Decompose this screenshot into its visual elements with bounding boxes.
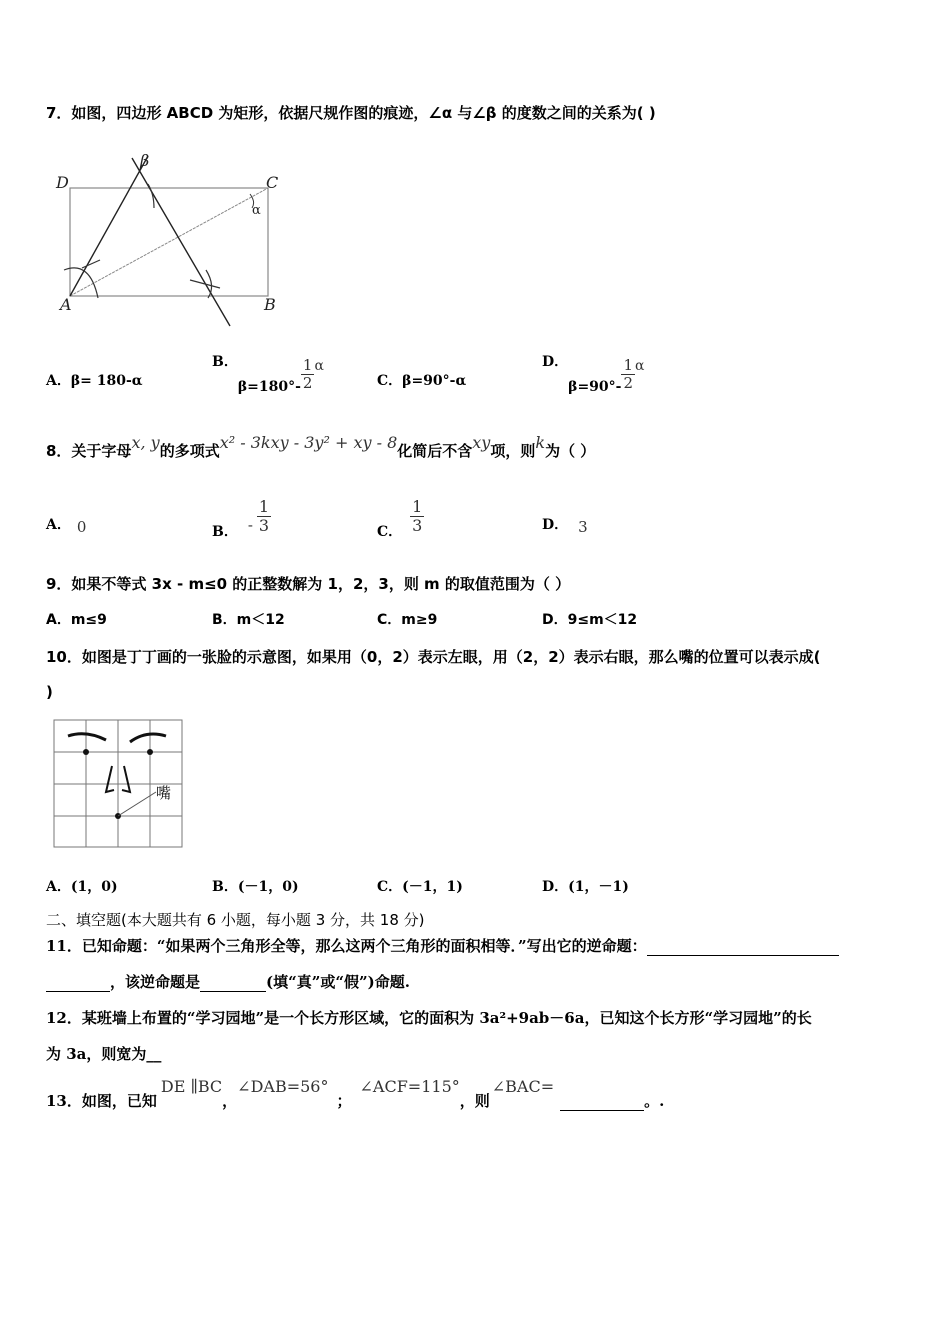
- q7-option-a[interactable]: [46, 370, 143, 390]
- option-suffix: α: [635, 358, 645, 374]
- q13-stem: [46, 1076, 665, 1110]
- left-eyebrow: [68, 734, 106, 740]
- frac-den: 2: [623, 373, 634, 392]
- q13-sep1: ，: [222, 1092, 238, 1110]
- q8-option-c[interactable]: [377, 488, 424, 541]
- option-text: m≥9: [401, 612, 438, 628]
- label-b: B: [264, 295, 276, 314]
- q8-option-a[interactable]: [46, 514, 86, 534]
- option-text: (1，－1): [568, 879, 629, 895]
- mouth-label: 嘴: [156, 784, 172, 802]
- q11-text: 11．已知命题：“如果两个三角形全等，那么这两个三角形的面积相等．”写出它的逆命题：: [46, 937, 647, 955]
- frac-num: 1: [623, 356, 634, 374]
- option-text: (－1，0): [237, 879, 299, 895]
- option-text: β=90°-α: [402, 373, 467, 389]
- label-c: C: [266, 173, 279, 192]
- option-letter: A．: [46, 612, 71, 628]
- option-letter: B．: [212, 612, 237, 628]
- option-letter: B．: [212, 354, 238, 370]
- q8-mid3: 项，则: [490, 442, 536, 460]
- option-value: 0: [76, 518, 87, 536]
- q9-option-b[interactable]: [212, 609, 285, 629]
- fraction: [621, 357, 635, 391]
- q13-blank[interactable]: [560, 1092, 644, 1111]
- label-d: D: [56, 173, 69, 192]
- q8-vars: x, y: [131, 433, 160, 452]
- q8-k: k: [535, 433, 546, 452]
- option-text: m≤9: [70, 612, 107, 628]
- fraction: [301, 357, 315, 391]
- option-letter: B．: [212, 879, 238, 895]
- right-eye: [147, 749, 153, 755]
- option-letter: B．: [212, 524, 238, 541]
- arc-mark-3: [190, 280, 220, 288]
- q9-option-a[interactable]: [46, 609, 107, 629]
- q13-suffix: 。.: [644, 1092, 665, 1110]
- option-letter: A．: [46, 373, 71, 389]
- frac-den: 3: [412, 515, 423, 535]
- nose: [106, 766, 114, 792]
- option-letter: C．: [377, 612, 402, 628]
- q8-option-b[interactable]: [212, 488, 271, 541]
- perpendicular-line: [132, 158, 230, 326]
- q7-option-b[interactable]: [212, 345, 324, 395]
- option-letter: D．: [542, 879, 569, 895]
- option-text: β= 180-α: [70, 373, 143, 389]
- option-text: 9≤m＜12: [567, 612, 638, 628]
- q10-face-grid: [52, 718, 186, 850]
- q13-cond1: DE ∥BC: [160, 1077, 223, 1096]
- q10-option-d[interactable]: [542, 876, 629, 896]
- option-text: (－1，1): [402, 879, 463, 895]
- q11-blank-2[interactable]: [200, 973, 266, 992]
- option-value: 3: [578, 518, 588, 536]
- q11-stem: [46, 935, 839, 956]
- frac-num: 1: [258, 497, 270, 516]
- option-text: β=180°-: [237, 379, 301, 395]
- option-text: β=90°-: [568, 379, 622, 395]
- q7-figure: [50, 148, 290, 330]
- q13-prefix: 13．如图，已知: [46, 1092, 157, 1110]
- option-suffix: α: [314, 358, 324, 374]
- q10-option-c[interactable]: [377, 876, 463, 896]
- q9-option-c[interactable]: [377, 609, 437, 629]
- arc-a: [64, 268, 98, 298]
- option-letter: A．: [46, 517, 71, 533]
- option-text: m＜12: [236, 612, 285, 628]
- q7-stem: 7．如图，四边形 ABCD 为矩形，依据尺规作图的痕迹，∠α 与∠β 的度数之间的关系为( ): [46, 104, 656, 122]
- option-letter: C．: [377, 524, 403, 541]
- option-text: (1，0): [70, 879, 118, 895]
- left-eye: [83, 749, 89, 755]
- frac-num: 1: [302, 356, 313, 374]
- label-a: A: [60, 295, 72, 314]
- option-letter: A．: [46, 879, 71, 895]
- arc-mark-1: [82, 260, 100, 268]
- q11-blank-1[interactable]: [647, 937, 839, 956]
- q7-option-c[interactable]: [377, 370, 466, 390]
- q10-stem: 10．如图是丁丁画的一张脸的示意图，如果用（0，2）表示左眼，用（2，2）表示右眼，那么嘴的位置可以表示成(: [46, 648, 821, 666]
- q8-suffix: 为（ ）: [545, 442, 596, 460]
- q8-mid2: 化简后不含: [397, 442, 473, 460]
- q13-ask: ∠BAC=: [491, 1077, 555, 1096]
- fraction: [257, 498, 271, 534]
- label-beta: β: [140, 151, 150, 170]
- option-sign: -: [247, 516, 253, 535]
- fraction: [410, 498, 424, 534]
- q12-stem: 12．某班墙上布置的“学习园地”是一个长方形区域，它的面积为 3a²+9ab－6a，已知这个长方形“学习园地”的长: [46, 1009, 812, 1027]
- q7-option-d[interactable]: [542, 345, 645, 395]
- q11-text2a: ，该逆命题是: [110, 973, 201, 991]
- q8-polynomial: x² - 3kxy - 3y² + xy - 8: [219, 433, 398, 452]
- section-title: 二、填空题(本大题共有 6 小题，每小题 3 分，共 18 分): [46, 911, 425, 929]
- right-eyebrow: [130, 734, 166, 742]
- frac-den: 3: [258, 515, 270, 535]
- q11-blank-1-cont[interactable]: [46, 973, 110, 992]
- q10-option-b[interactable]: [212, 876, 299, 896]
- frac-den: 2: [302, 373, 313, 392]
- q8-mid: 的多项式: [159, 442, 220, 460]
- option-letter: C．: [377, 879, 403, 895]
- q9-stem: 9．如果不等式 3x - m≤0 的正整数解为 1，2，3，则 m 的取值范围为（ ）: [46, 575, 571, 593]
- q11-stem-cont: [46, 971, 410, 992]
- option-letter: D．: [542, 354, 569, 370]
- q12-stem-cont: 为 3a，则宽为__: [46, 1045, 162, 1063]
- q13-sep2: ；: [336, 1092, 352, 1110]
- option-letter: D．: [542, 612, 568, 628]
- q13-mid: ，则: [459, 1092, 490, 1110]
- q13-cond3: ∠ACF=115°: [359, 1077, 460, 1096]
- q9-option-d[interactable]: [542, 609, 637, 629]
- q8-term: xy: [472, 433, 491, 452]
- q13-cond2: ∠DAB=56°: [237, 1077, 329, 1096]
- q8-option-d[interactable]: [542, 514, 588, 534]
- q10-stem-cont: ): [46, 683, 53, 701]
- option-letter: D．: [542, 517, 569, 533]
- label-alpha: α: [252, 203, 261, 218]
- frac-num: 1: [412, 497, 423, 516]
- q10-option-a[interactable]: [46, 876, 118, 896]
- nose-right: [122, 766, 130, 792]
- q8-prefix: 8．关于字母: [46, 442, 132, 460]
- q11-text2b: (填“真”或“假”)命题.: [266, 973, 410, 991]
- q8-stem: [46, 432, 596, 460]
- option-letter: C．: [377, 373, 403, 389]
